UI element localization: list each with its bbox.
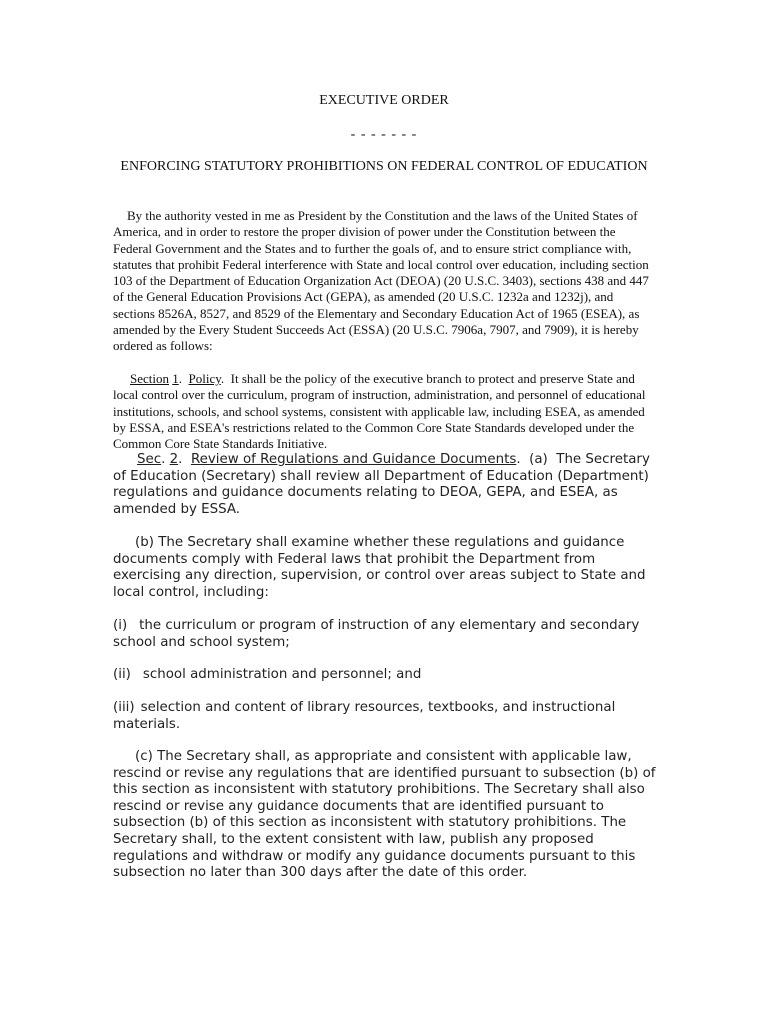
section-2-heading: Review of Regulations and Guidance Documents xyxy=(190,452,517,467)
document-subtitle: ENFORCING STATUTORY PROHIBITIONS ON FEDERAL CONTROL OF EDUCATION xyxy=(120,159,648,174)
preamble-paragraph: By the authority vested in me as President by the Constitution and the laws of the United States of America, and in order to restore the proper division of power under the Constitution between the Federal Government and the States and to further the goals of, and to ensure strict compliance with, statutes that prohibit Federal interference with State and local control over education, including section 103 of the Department of Education Organization Act (DEOA) (20 U.S.C. 3403), sections 438 and 447 of the General Education Provisions Act (GEPA), as amended (20 U.S.C. 1232a and 1232j), and sections 8526A, 8527, and 8529 of the Elementary and Secondary Education Act of 1965 (ESEA), as amended by the Every Student Succeeds Act (ESSA) (20 U.S.C. 7906a, 7907, and 7909), it is hereby ordered as follows: xyxy=(113,208,649,354)
section-1-number: 1 xyxy=(172,371,179,386)
list-item-i-text: the curriculum or program of instruction of any elementary and secondary school and school system; xyxy=(113,618,640,650)
section-1-paragraph: Section 1. Policy. It shall be the policy of the executive branch to protect and preserve State and local control over the curriculum, program of instruction, administration, and personnel of educational institutions, schools, and school systems, consistent with applicable law, including ESEA, as amended by ESSA, and ESEA's restrictions related to the Common Core State Standards developed under the Common Core State Standards Initiative. xyxy=(113,371,646,452)
section-2-subsection-c: (c) The Secretary shall, as appropriate and consistent with applicable law, rescind or revise any regulations that are identified pursuant to subsection (b) of this section as inconsistent with statutory prohibitions. The Secretary shall also rescind or revise any guidance documents that are identified pursuant to subsection (b) of this section as inconsistent with statutory prohibitions. The Secretary shall, to the extent consistent with law, publish any proposed regulations and withdraw or modify any guidance documents pursuant to this subsection no later than 300 days after the date of this order. xyxy=(113,749,656,881)
section-2-number: 2 xyxy=(169,452,179,467)
section-2-label: Sec xyxy=(137,452,162,467)
title-separator: - - - - - - - xyxy=(350,127,418,142)
section-2-subsection-a-text: The Secretary of Education (Secretary) shall review all Department of Education (Department) regulations and guidance documents relating to DEOA, GEPA, and ESEA, as amended by ESSA. xyxy=(113,452,650,517)
section-1-text: It shall be the policy of the executive branch to protect and preserve State and local control over the curriculum, program of instruction, administration, and personnel of educational institutions, schools, and school systems, consistent with applicable law, including ESEA, as amended by ESSA, and ESEA's restrictions related to the Common Core State Standards developed under the Common Core State Standards Initiative. xyxy=(113,371,646,452)
section-2-paragraph: Sec. 2. Review of Regulations and Guidance Documents. (a) The Secretary of Education (Secretary) shall review all Department of Education (Department) regulations and guidance documents relating to DEOA, GEPA, and ESEA, as amended by ESSA. xyxy=(113,452,650,517)
list-item-i xyxy=(113,618,663,651)
section-2-subsection-a-label: (a) xyxy=(529,452,548,467)
document-title: EXECUTIVE ORDER xyxy=(319,93,449,108)
list-item-ii-text: school administration and personnel; and xyxy=(142,667,422,682)
section-1-heading: Policy xyxy=(188,371,221,386)
list-item-ii-label: (ii) xyxy=(113,667,131,682)
list-item-iii-label: (iii) xyxy=(113,700,135,715)
list-item-ii xyxy=(113,667,663,684)
section-1-label: Section xyxy=(130,371,169,386)
section-2-subsection-b: (b) The Secretary shall examine whether these regulations and guidance documents comply with Federal laws that prohibit the Department from exercising any direction, supervision, or control over areas subject to State and local control, including: xyxy=(113,535,646,600)
list-item-iii xyxy=(113,700,663,733)
list-item-iii-text: selection and content of library resources, textbooks, and instructional materials. xyxy=(113,700,616,732)
list-item-i-label: (i) xyxy=(113,618,128,633)
